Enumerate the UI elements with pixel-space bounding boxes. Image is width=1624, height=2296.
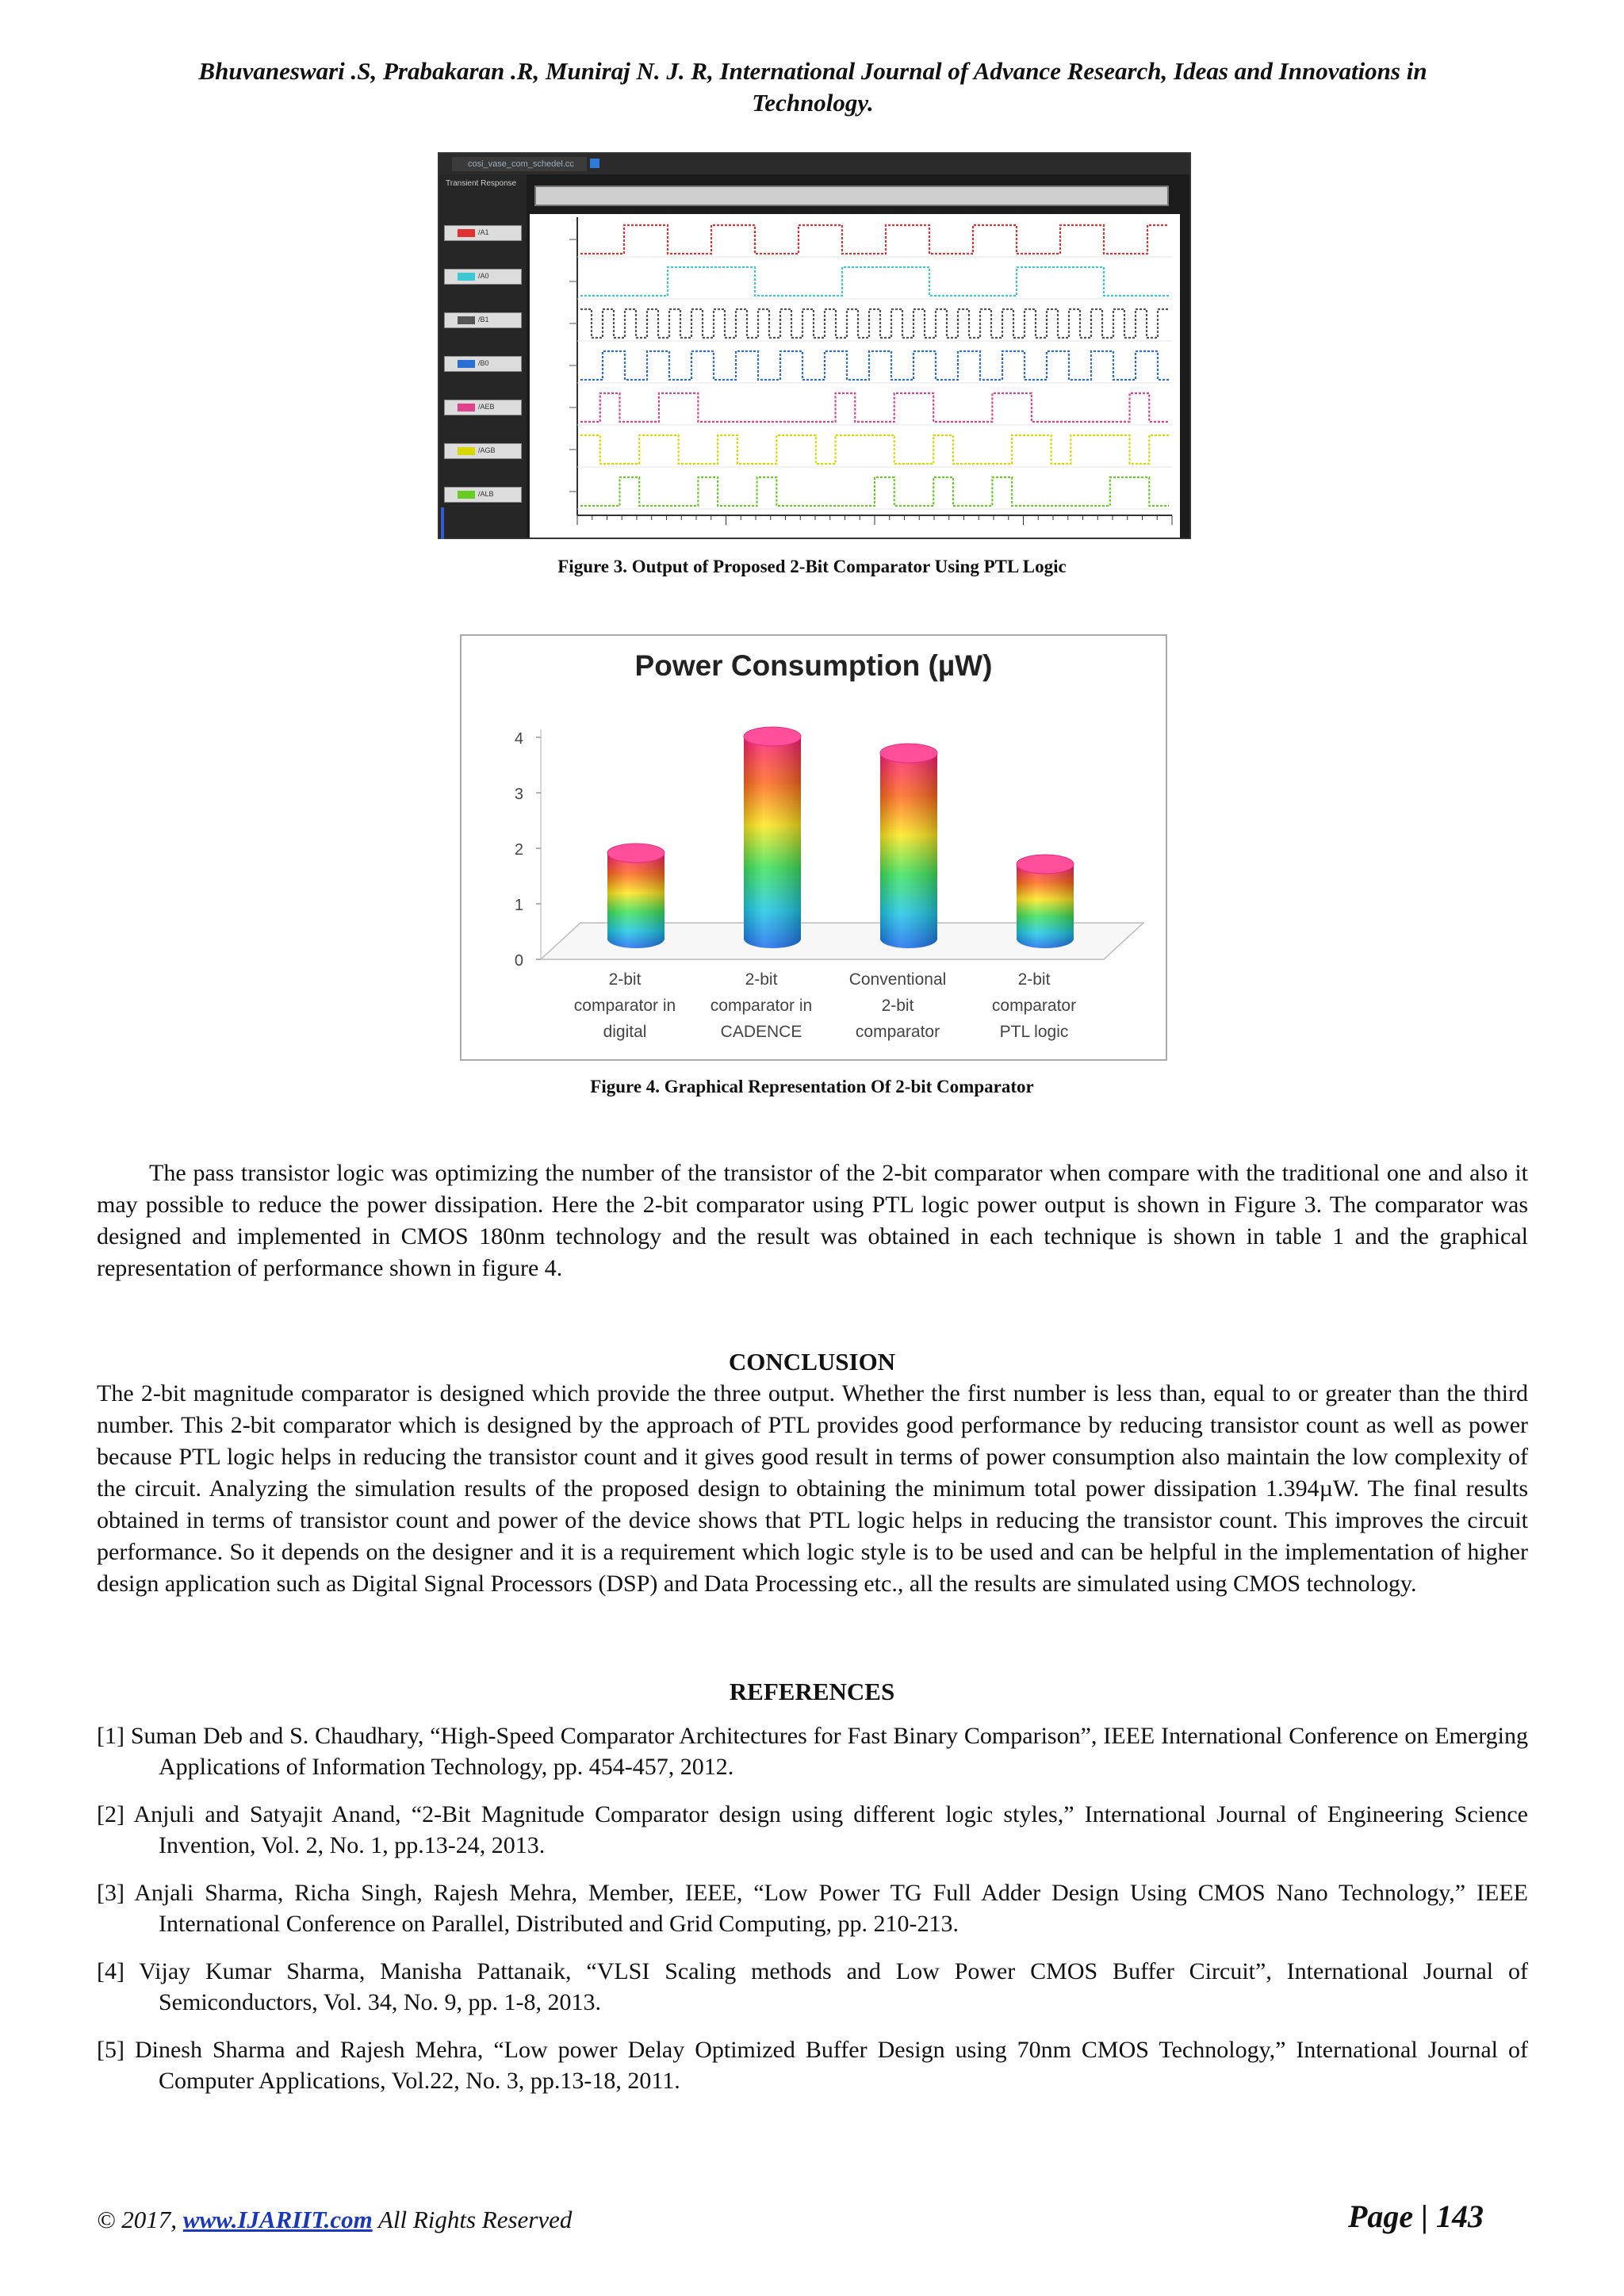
- signal-color-swatch: [458, 360, 475, 368]
- reference-item: [2] Anjuli and Satyajit Anand, “2-Bit Magnitude Comparator design using different logic styles,” International Journal of Engineering Science Invention, Vol. 2, No. 1, pp.13-24, 2013.: [97, 1801, 1528, 1858]
- chart-bar: [1017, 855, 1074, 948]
- y-tick-label: 0: [514, 952, 523, 970]
- waveform-trace-AEB: [580, 393, 1169, 422]
- chart-title: Power Consumption (µW): [634, 649, 993, 682]
- x-category-label: PTL logic: [999, 1023, 1069, 1041]
- signal-label: /ALB: [478, 490, 494, 498]
- signal-label: /AGB: [478, 446, 496, 454]
- x-category-label: comparator in: [573, 997, 676, 1015]
- waveform-trace-A0: [580, 267, 1169, 296]
- figure-4-caption: Figure 4. Graphical Representation Of 2-bit Comparator: [590, 1077, 1034, 1096]
- window-close-icon: [590, 159, 599, 168]
- y-tick-label: 4: [514, 730, 523, 748]
- simulator-window-tab: cosi_vase_com_schedel.cc: [452, 157, 587, 171]
- bar-top: [744, 727, 801, 746]
- x-category-label: 2-bit: [881, 997, 914, 1015]
- signal-color-swatch: [458, 404, 475, 411]
- signal-legend-panel: [439, 174, 527, 538]
- simulator-titlebar: [439, 154, 1189, 174]
- conclusion-heading: CONCLUSION: [728, 1348, 896, 1376]
- reference-item: [5] Dinesh Sharma and Rajesh Mehra, “Low power Delay Optimized Buffer Design using 70nm CMOS Technology,” International Journal of Computer Applications, Vol.22, No. 3, pp.13-18, 2011.: [97, 2037, 1528, 2094]
- bar-top: [880, 744, 937, 763]
- signal-legend-item[interactable]: [444, 443, 522, 459]
- reference-item: [3] Anjali Sharma, Richa Singh, Rajesh Mehra, Member, IEEE, “Low Power TG Full Adder Design Using CMOS Nano Technology,” IEEE International Conference on Parallel, Distributed and Grid Computing, pp. 210-213.: [97, 1880, 1528, 1937]
- x-category-label: CADENCE: [720, 1023, 802, 1041]
- journal-site-link[interactable]: www.IJARIIT.com: [182, 2206, 373, 2233]
- waveform-trace-AGB: [580, 435, 1169, 464]
- signal-legend-item[interactable]: [444, 269, 522, 285]
- rights-text: All Rights Reserved: [377, 2206, 573, 2233]
- running-header: [119, 55, 1507, 119]
- signal-color-swatch: [458, 491, 475, 499]
- signal-legend-item[interactable]: [444, 400, 522, 415]
- references-list: [97, 1720, 1528, 2113]
- signal-color-swatch: [458, 316, 475, 324]
- x-category-label: comparator in: [710, 997, 813, 1015]
- waveform-plot-area: [530, 214, 1180, 538]
- reference-item: [1] Suman Deb and S. Chaudhary, “High-Speed Comparator Architectures for Fast Binary Comparison”, IEEE International Conference on Emerging Applications of Information Technology, pp. 454-457, 2012.: [97, 1723, 1528, 1780]
- bar-shading: [880, 753, 937, 948]
- bar-shading: [607, 853, 665, 948]
- running-header-line1: Bhuvaneswari .S, Prabakaran .R, Muniraj N. J. R, International Journal of Advance Research, Ideas and Innovations in: [198, 57, 1427, 85]
- x-category-label: 2-bit: [745, 970, 778, 989]
- x-category-label: 2-bit: [608, 970, 642, 989]
- time-scrollbar: [534, 186, 1169, 206]
- signal-legend-item[interactable]: [444, 487, 522, 503]
- signal-legend-item[interactable]: [444, 356, 522, 372]
- x-category-label: Conventional: [848, 970, 947, 989]
- references-heading: REFERENCES: [729, 1678, 895, 1705]
- conclusion-paragraph: The 2-bit magnitude comparator is designed which provide the three output. Whether the first number is less than, equal to or greater than the third number. This 2-bit comparator which is designed by the approach of PTL provides good performance by reducing transistor count as well as power because PTL logic helps in reducing the transistor count and it gives good result in terms of power consumption also maintain the low complexity of the circuit. Analyzing the simulation results of the proposed design to obtaining the minimum total power dissipation 1.394µW. The final results obtained in terms of transistor count and power of the device shows that PTL logic helps in reducing the transistor count. This improves the circuit performance. So it depends on the designer and it is a requirement which logic style is to be used and can be helpful in the implementation of higher design application such as Digital Signal Processors (DSP) and Data Processing etc., all the results are simulated using CMOS technology.: [97, 1380, 1528, 1597]
- waveform-traces: [530, 214, 1180, 538]
- signal-legend-item[interactable]: [444, 312, 522, 328]
- signal-label: /AEB: [478, 403, 495, 411]
- footer-copyright: [97, 2206, 572, 2234]
- signal-label: /B0: [478, 359, 489, 367]
- figure-3-caption: Figure 3. Output of Proposed 2-Bit Comparator Using PTL Logic: [557, 557, 1067, 576]
- body-paragraph: The pass transistor logic was optimizing the number of the transistor of the 2-bit comparator when compare with the traditional one and also it may possible to reduce the power dissipation. Here the 2-bit comparator using PTL logic power output is shown in Figure 3. The comparator was designed and implemented in CMOS 180nm technology and the result was obtained in each technique is shown in table 1 and the graphical representation of performance shown in figure 4.: [97, 1160, 1528, 1281]
- bar-shading: [744, 737, 801, 948]
- chart-bar: [744, 727, 801, 948]
- chart-bar: [880, 744, 937, 948]
- bar-shading: [1017, 864, 1074, 948]
- panel-title: Transient Response: [446, 179, 517, 188]
- signal-color-swatch: [458, 273, 475, 281]
- x-category-label: digital: [603, 1023, 647, 1041]
- chart-bar: [607, 844, 665, 948]
- y-tick-label: 2: [514, 841, 523, 859]
- running-header-line2: Technology.: [752, 89, 874, 117]
- bar-top: [607, 844, 665, 863]
- copyright-text: © 2017,: [97, 2206, 178, 2233]
- reference-item: [4] Vijay Kumar Sharma, Manisha Pattanaik, “VLSI Scaling methods and Low Power CMOS Buffer Circuit”, International Journal of Semiconductors, Vol. 34, No. 9, pp. 1-8, 2013.: [97, 1958, 1528, 2015]
- waveform-trace-A1: [580, 225, 1169, 254]
- y-tick-label: 1: [514, 897, 523, 914]
- signal-legend-item[interactable]: [444, 225, 522, 241]
- y-tick-label: 3: [514, 786, 523, 803]
- scroll-indicator: [441, 507, 444, 539]
- waveform-trace-ALB: [580, 477, 1169, 506]
- signal-color-swatch: [458, 229, 475, 237]
- x-category-label: 2-bit: [1017, 970, 1051, 989]
- waveform-trace-B1: [580, 309, 1169, 338]
- signal-label: /A1: [478, 228, 489, 236]
- page-number: Page | 143: [1348, 2198, 1484, 2234]
- power-consumption-chart: [462, 636, 1166, 1059]
- signal-label: /B1: [478, 316, 489, 323]
- signal-color-swatch: [458, 447, 475, 455]
- waveform-trace-B0: [580, 351, 1169, 380]
- bar-top: [1017, 855, 1074, 874]
- figure-4-chart: [460, 634, 1167, 1061]
- x-category-label: comparator: [991, 997, 1077, 1015]
- x-category-label: comparator: [855, 1023, 940, 1041]
- signal-label: /A0: [478, 272, 489, 280]
- figure-3-waveform-screenshot: [438, 152, 1191, 539]
